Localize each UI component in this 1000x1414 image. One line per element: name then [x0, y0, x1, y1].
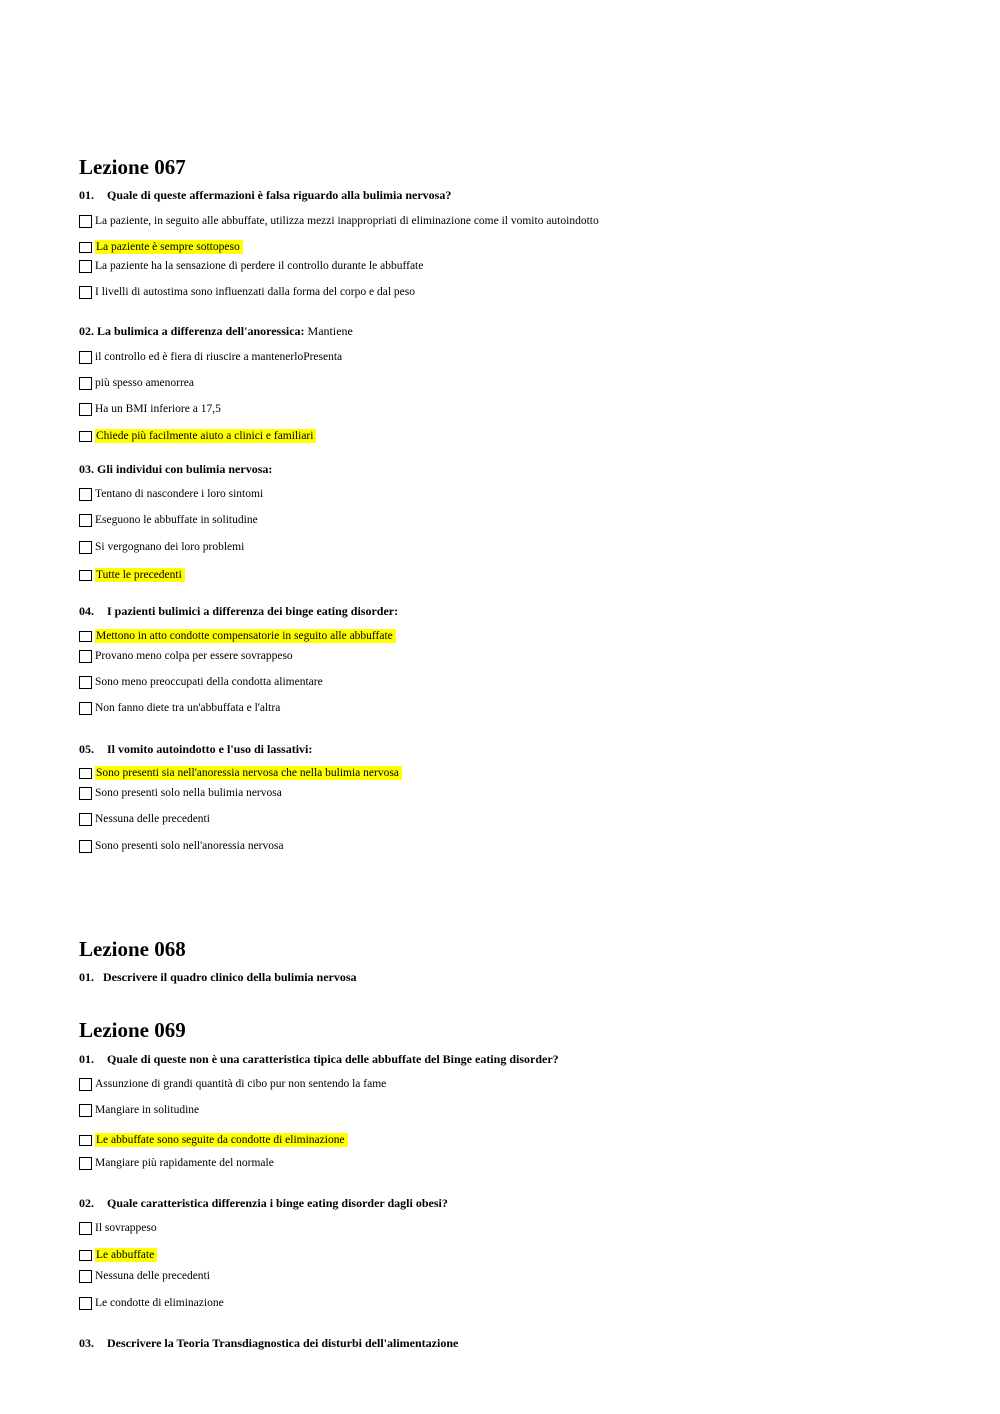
option-text: Assunzione di grandi quantità di cibo pur non sentendo la fame: [95, 1078, 387, 1090]
question-title: [79, 604, 398, 619]
option-text: Sono presenti solo nella bulimia nervosa: [95, 787, 282, 799]
option-text: Il sovrappeso: [95, 1222, 157, 1234]
checkbox[interactable]: [79, 1250, 92, 1261]
answer-option[interactable]: [79, 1155, 274, 1171]
checkbox[interactable]: [79, 1135, 92, 1146]
checkbox[interactable]: [79, 1104, 92, 1117]
question-number: 03.: [79, 1336, 94, 1350]
checkbox[interactable]: [79, 570, 92, 581]
checkbox[interactable]: [79, 403, 92, 416]
option-text: Sono presenti solo nell'anoressia nervosa: [95, 840, 284, 852]
checkbox[interactable]: [79, 215, 92, 228]
question-number: 05.: [79, 742, 94, 756]
checkbox[interactable]: [79, 514, 92, 527]
lesson-title: Lezione 068: [79, 937, 186, 961]
answer-option[interactable]: [79, 1220, 157, 1236]
checkbox[interactable]: [79, 242, 92, 253]
answer-option-highlighted[interactable]: [79, 239, 243, 255]
checkbox[interactable]: [79, 787, 92, 800]
answer-option[interactable]: [79, 785, 282, 801]
checkbox[interactable]: [79, 676, 92, 689]
checkbox[interactable]: [79, 1297, 92, 1310]
option-text: Si vergognano dei loro problemi: [95, 541, 245, 553]
checkbox[interactable]: [79, 1157, 92, 1170]
answer-option[interactable]: [79, 1295, 224, 1311]
option-text: La paziente ha la sensazione di perdere il controllo durante le abbuffate: [95, 260, 424, 272]
checkbox[interactable]: [79, 702, 92, 715]
question-text: La bulimica a differenza dell'anoressica:: [97, 324, 305, 338]
answer-option[interactable]: [79, 213, 599, 229]
checkbox[interactable]: [79, 650, 92, 663]
answer-option-highlighted[interactable]: [79, 1132, 348, 1148]
option-text: Sono presenti sia nell'anoressia nervosa che nella bulimia nervosa: [95, 766, 402, 780]
option-text: Non fanno diete tra un'abbuffata e l'altra: [95, 702, 281, 714]
question-text: Il vomito autoindotto e l'uso di lassativi:: [107, 742, 313, 756]
question-number: 04.: [79, 604, 94, 618]
answer-option[interactable]: [79, 648, 293, 664]
answer-option[interactable]: [79, 1076, 386, 1092]
option-text: Ha un BMI inferiore a 17,5: [95, 403, 221, 415]
option-text: Sono meno preoccupati della condotta alimentare: [95, 676, 323, 688]
option-text: La paziente è sempre sottopeso: [95, 240, 243, 254]
option-text: I livelli di autostima sono influenzati dalla forma del corpo e dal peso: [95, 286, 415, 298]
question-number: 01.: [79, 188, 94, 202]
checkbox[interactable]: [79, 260, 92, 273]
checkbox[interactable]: [79, 631, 92, 642]
answer-option[interactable]: [79, 1268, 210, 1284]
answer-option-highlighted[interactable]: [79, 765, 402, 781]
answer-option-highlighted[interactable]: [79, 628, 396, 644]
answer-option[interactable]: [79, 700, 280, 716]
question-title: [79, 188, 451, 203]
answer-option[interactable]: [79, 401, 221, 417]
option-text: Mettono in atto condotte compensatorie in seguito alle abbuffate: [95, 629, 396, 643]
question-title: [79, 1336, 458, 1351]
question-title: [79, 1196, 448, 1211]
checkbox[interactable]: [79, 768, 92, 779]
answer-option[interactable]: [79, 284, 415, 300]
answer-option-highlighted[interactable]: [79, 1247, 157, 1263]
checkbox[interactable]: [79, 286, 92, 299]
answer-option[interactable]: [79, 811, 210, 827]
question-title: [79, 742, 312, 757]
checkbox[interactable]: [79, 813, 92, 826]
answer-option[interactable]: [79, 349, 342, 365]
checkbox[interactable]: [79, 840, 92, 853]
checkbox[interactable]: [79, 1270, 92, 1283]
answer-option[interactable]: [79, 1102, 199, 1118]
question-text: Quale di queste non è una caratteristica tipica delle abbuffate del Binge eating disorder?: [107, 1052, 559, 1066]
answer-option-highlighted[interactable]: [79, 428, 316, 444]
checkbox[interactable]: [79, 1222, 92, 1235]
option-text: Provano meno colpa per essere sovrappeso: [95, 650, 293, 662]
option-text: La paziente, in seguito alle abbuffate, utilizza mezzi inappropriati di eliminazione come il vomito autoindotto: [95, 215, 599, 227]
checkbox[interactable]: [79, 541, 92, 554]
question-text: I pazienti bulimici a differenza dei binge eating disorder:: [107, 604, 399, 618]
answer-option[interactable]: [79, 674, 323, 690]
question-title: [79, 324, 353, 339]
question-title: [79, 970, 357, 985]
option-text: Chiede più facilmente aiuto a clinici e familiari: [95, 429, 316, 443]
question-number: 03.: [79, 462, 94, 476]
option-text: Mangiare più rapidamente del normale: [95, 1157, 274, 1169]
answer-option[interactable]: [79, 512, 258, 528]
question-text: Quale caratteristica differenzia i binge eating disorder dagli obesi?: [107, 1196, 448, 1210]
option-text: Nessuna delle precedenti: [95, 1270, 210, 1282]
checkbox[interactable]: [79, 488, 92, 501]
option-text: Eseguono le abbuffate in solitudine: [95, 514, 258, 526]
lesson-title: Lezione 067: [79, 155, 186, 179]
question-number: 02.: [79, 324, 94, 338]
option-text: Le condotte di eliminazione: [95, 1297, 224, 1309]
checkbox[interactable]: [79, 351, 92, 364]
answer-option-highlighted[interactable]: [79, 567, 185, 583]
option-text: il controllo ed è fiera di riuscire a mantenerloPresenta: [95, 351, 343, 363]
answer-option[interactable]: [79, 838, 284, 854]
checkbox[interactable]: [79, 431, 92, 442]
option-text: Le abbuffate: [95, 1248, 157, 1262]
question-text: Descrivere il quadro clinico della bulimia nervosa: [103, 970, 357, 984]
option-text: Mangiare in solitudine: [95, 1104, 200, 1116]
option-text: Tentano di nascondere i loro sintomi: [95, 488, 264, 500]
option-text: Le abbuffate sono seguite da condotte di eliminazione: [95, 1133, 348, 1147]
option-text: Nessuna delle precedenti: [95, 813, 210, 825]
question-number: 01.: [79, 1052, 94, 1066]
answer-option[interactable]: [79, 539, 244, 555]
checkbox[interactable]: [79, 377, 92, 390]
question-text: Descrivere la Teoria Transdiagnostica dei disturbi dell'alimentazione: [107, 1336, 459, 1350]
answer-option[interactable]: [79, 375, 194, 391]
checkbox[interactable]: [79, 1078, 92, 1091]
option-text: Tutte le precedenti: [95, 568, 185, 582]
lesson-title: Lezione 069: [79, 1018, 186, 1042]
answer-option[interactable]: [79, 258, 423, 274]
answer-option[interactable]: [79, 486, 263, 502]
option-text: più spesso amenorrea: [95, 377, 194, 389]
question-text-tail: Mantiene: [307, 324, 353, 338]
question-number: 02.: [79, 1196, 94, 1210]
question-text: Quale di queste affermazioni è falsa riguardo alla bulimia nervosa?: [107, 188, 452, 202]
question-title: [79, 1052, 559, 1067]
question-number: 01.: [79, 970, 94, 984]
question-text: Gli individui con bulimia nervosa:: [97, 462, 273, 476]
question-title: [79, 462, 272, 477]
